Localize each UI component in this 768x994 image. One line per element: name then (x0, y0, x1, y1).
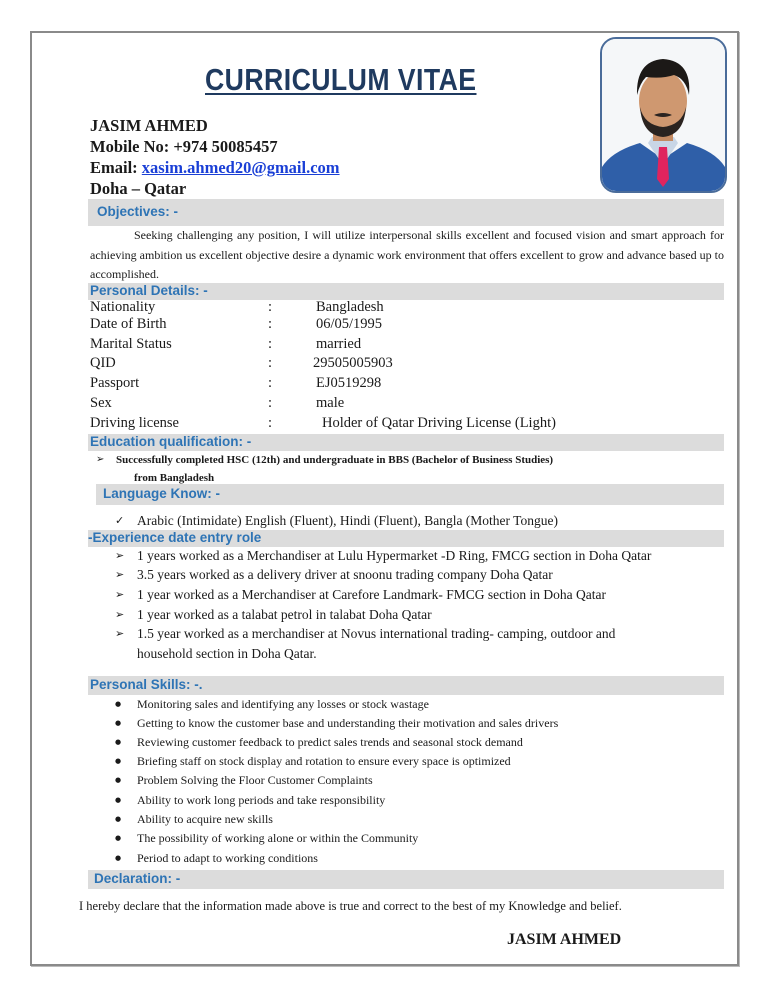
section-heading-language: Language Know: - (103, 486, 220, 501)
person-portrait-icon (602, 39, 725, 191)
section-bar-education (88, 434, 724, 451)
detail-value: Bangladesh (316, 299, 384, 315)
detail-value: EJ0519298 (316, 375, 382, 391)
section-bar-language (96, 484, 724, 505)
section-heading-skills: Personal Skills: -. (90, 677, 203, 692)
skill-item (115, 716, 559, 731)
bullet-icon: ● (115, 776, 122, 784)
skill-item (115, 851, 318, 866)
detail-separator: : (268, 415, 273, 431)
section-heading-education: Education qualification: - (90, 434, 252, 449)
bullet-icon: ● (115, 757, 122, 765)
declaration-text: I hereby declare that the information made above is true and correct to the best of my Knowledge and belief. (79, 899, 622, 913)
skill-text: Ability to work long periods and take responsibility (137, 793, 386, 807)
section-heading-objectives: Objectives: - (97, 204, 179, 219)
experience-item (115, 548, 652, 564)
experience-text: 1 year worked as a Merchandiser at Carefore Landmark- FMCG section in Doha Qatar (137, 587, 606, 602)
experience-text: 1.5 year worked as a merchandiser at Novus international trading- camping, outdoor and (137, 626, 616, 641)
section-heading-experience: -Experience date entry role (88, 530, 262, 545)
arrow-bullet-icon: ➢ (115, 549, 125, 562)
skill-item (115, 754, 511, 769)
profile-photo (600, 37, 727, 193)
skill-text: Briefing staff on stock display and rotation to ensure every space is optimized (137, 754, 511, 768)
section-bar-experience (88, 530, 724, 547)
experience-item (115, 587, 606, 603)
bullet-icon: ● (115, 834, 122, 842)
skill-item (115, 773, 373, 788)
detail-separator: : (268, 299, 273, 315)
detail-value: 29505005903 (313, 355, 393, 371)
email-line (90, 158, 340, 178)
detail-value: 06/05/1995 (316, 316, 383, 332)
detail-label: Driving license (90, 415, 179, 431)
arrow-bullet-icon: ➢ (115, 608, 125, 621)
mobile-number: +974 50085457 (173, 137, 278, 156)
detail-label: Marital Status (90, 336, 172, 352)
detail-label: Nationality (90, 299, 156, 315)
detail-separator: : (268, 375, 273, 391)
section-bar-declaration (88, 870, 724, 889)
skill-text: The possibility of working alone or within the Community (137, 831, 419, 845)
detail-separator: : (268, 395, 273, 411)
experience-text: 1 year worked as a talabat petrol in talabat Doha Qatar (137, 607, 432, 622)
skill-item (115, 831, 419, 846)
language-text: Arabic (Intimidate) English (Fluent), Hindi (Fluent), Bangla (Mother Tongue) (137, 513, 558, 528)
section-heading-personal-details: Personal Details: - (90, 283, 208, 298)
section-bar-personal-details (88, 283, 724, 300)
arrow-bullet-icon: ➢ (96, 454, 105, 465)
bullet-icon: ● (115, 700, 122, 708)
detail-label: Passport (90, 375, 140, 391)
experience-text: 3.5 years worked as a delivery driver at snoonu trading company Doha Qatar (137, 567, 553, 582)
skill-text: Reviewing customer feedback to predict sales trends and seasonal stock demand (137, 735, 523, 749)
skill-text: Getting to know the customer base and understanding their motivation and sales drivers (137, 716, 559, 730)
experience-continuation: household section in Doha Qatar. (137, 646, 317, 661)
skill-item (115, 812, 273, 827)
detail-value: married (316, 336, 362, 352)
skill-item (115, 697, 429, 712)
bullet-icon: ● (115, 796, 122, 804)
skill-text: Period to adapt to working conditions (137, 851, 318, 865)
education-line-2: from Bangladesh (134, 472, 215, 484)
skill-text: Ability to acquire new skills (137, 812, 273, 826)
mobile-label: Mobile No: (90, 137, 170, 156)
experience-item (115, 626, 616, 642)
language-item (115, 513, 558, 529)
detail-label: Sex (90, 395, 112, 411)
section-heading-declaration: Declaration: - (94, 871, 181, 886)
skill-item (115, 735, 523, 750)
experience-item (115, 567, 553, 583)
check-icon: ✓ (115, 514, 125, 527)
experience-text: 1 years worked as a Merchandiser at Lulu Hypermarket -D Ring, FMCG section in Doha Qatar (137, 548, 652, 563)
bullet-icon: ● (115, 815, 122, 823)
detail-separator: : (268, 355, 273, 371)
skill-text: Monitoring sales and identifying any losses or stock wastage (137, 697, 429, 711)
objective-text: Seeking challenging any position, I will utilize interpersonal skills excellent and focused vision and smart approach for achieving ambition us excellent objective desire a dynamic work environment that offers excellent to grow and advance based up to accomplished. (90, 228, 724, 281)
detail-value: male (316, 395, 345, 411)
section-bar-skills (88, 676, 724, 695)
detail-value: Holder of Qatar Driving License (Light) (322, 415, 556, 431)
arrow-bullet-icon: ➢ (115, 627, 125, 640)
detail-label: QID (90, 355, 116, 371)
detail-separator: : (268, 336, 273, 352)
bullet-icon: ● (115, 854, 122, 862)
page-title: CURRICULUM VITAE (205, 62, 477, 97)
applicant-name: JASIM AHMED (90, 116, 208, 135)
arrow-bullet-icon: ➢ (115, 568, 125, 581)
detail-separator: : (268, 316, 273, 332)
signature-name: JASIM AHMED (507, 931, 622, 948)
section-bar-objectives (88, 199, 724, 226)
detail-label: Date of Birth (90, 316, 167, 332)
mobile-line (90, 137, 278, 157)
bullet-icon: ● (115, 738, 122, 746)
arrow-bullet-icon: ➢ (115, 588, 125, 601)
education-line-1: Successfully completed HSC (12th) and undergraduate in BBS (Bachelor of Business Studies) (116, 454, 554, 466)
email-link[interactable]: xasim.ahmed20@gmail.com (141, 158, 340, 177)
bullet-icon: ● (115, 719, 122, 727)
email-label: Email: (90, 158, 138, 177)
education-item (96, 451, 554, 487)
skill-item (115, 793, 386, 808)
skill-text: Problem Solving the Floor Customer Complaints (137, 773, 373, 787)
location: Doha – Qatar (90, 179, 187, 198)
experience-item (115, 607, 432, 623)
